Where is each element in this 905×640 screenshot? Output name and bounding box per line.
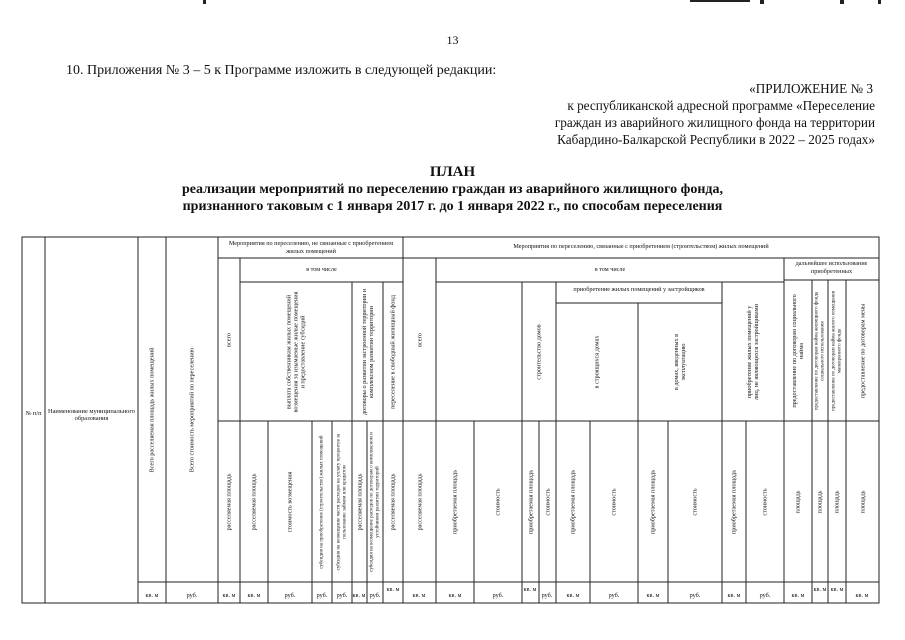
sub-social-use-area: площадь xyxy=(816,490,824,513)
unit-social-use-area: кв. м xyxy=(813,586,827,593)
sub-exchange-area: площадь xyxy=(859,490,866,513)
plan-subtitle-2: признанного таковым с 1 января 2017 г. до 1 января 2022 г., по способам переселения xyxy=(182,199,723,214)
developer-acquisition-header: приобретение жилых помещений у застройщиков xyxy=(573,286,705,293)
unit-acq-cost: руб. xyxy=(492,592,504,599)
group-acquisition-header: Мероприятия по переселению, связанные с приобретением (строительством) жилых помещений xyxy=(513,243,769,250)
further-use-header: дальнейшее использование приобретенных xyxy=(795,260,868,275)
unit-built-cost: руб. xyxy=(689,592,701,599)
unit-na-total: кв. м xyxy=(222,592,236,599)
acq-total-header: всего xyxy=(416,332,423,347)
unit-area-total: кв. м xyxy=(145,592,159,599)
appendix-heading: «ПРИЛОЖЕНИЕ № 3 xyxy=(749,81,873,96)
group-not-acquisition-header: Мероприятия по переселению, не связанные с приобретением жилых помещений xyxy=(228,240,394,255)
appendix-line-3: граждан из аварийного жилищного фонда на территории xyxy=(554,115,875,130)
sub-construction-cost: стоимость xyxy=(610,487,618,516)
plan-title: ПЛАН xyxy=(429,164,476,180)
free-fund-header: переселение в свободный жилищный фонд xyxy=(389,294,397,409)
not-acq-total-header: всего xyxy=(225,332,233,347)
sub-third-cost: стоимость xyxy=(761,487,769,516)
sub-built-area: приобретаемая площадь xyxy=(649,469,657,534)
exchange-header: предоставление по договорам мены xyxy=(859,303,866,398)
sub-third-area: приобретаемая площадь xyxy=(730,469,738,534)
sub-subsidy-acquisition: субсидия на приобретение (строительство) жилых помещений xyxy=(319,434,325,569)
sub-build-cost: стоимость xyxy=(544,487,551,516)
unit-cost-total: руб. xyxy=(186,592,198,599)
sub-resettled-area: расселяемая площадь xyxy=(225,473,233,530)
unit-third-area: кв. м xyxy=(727,592,741,599)
intro-line: 10. Приложения № 3 – 5 к Программе изложить в следующей редакции: xyxy=(66,63,497,78)
col-area-total-header: Всего расселяемая площадь жилых помещений xyxy=(148,347,156,472)
unit-social-area: кв. м xyxy=(791,592,805,599)
unit-exchange-area: кв. м xyxy=(855,592,869,599)
unit-subsidy-acq: руб. xyxy=(316,592,328,599)
development-contracts-header: договоры о развитии застроенной территории и комплексном развитии территории xyxy=(360,288,375,415)
sub-dev-subsidy: субсидия на возмещение расходов по договорам о комплексном и устойчивом развитии территорий xyxy=(369,431,380,572)
in-construction-header: в строящихся домах xyxy=(593,335,601,389)
unit-acq-area: кв. м xyxy=(448,592,462,599)
sub-resettled-area-payout: расселяемая площадь xyxy=(250,473,258,530)
unit-construction-area: кв. м xyxy=(566,592,580,599)
sub-maneuver-area: площадь xyxy=(833,490,841,513)
appendix-line-2: к республиканской адресной программе «Переселение xyxy=(567,98,875,113)
unit-free-area: кв. м xyxy=(386,586,400,593)
in-including-label-1: в том числе xyxy=(306,266,337,273)
sub-construction-area: приобретаемая площадь xyxy=(569,469,577,534)
unit-acq-resettled: кв. м xyxy=(412,592,426,599)
sub-acq-resettled-area: расселяемая площадь xyxy=(416,473,423,530)
plan-subtitle-1: реализации мероприятий по переселению граждан из аварийного жилищного фонда, xyxy=(182,182,723,197)
unit-build-cost: руб. xyxy=(541,592,553,599)
social-rent-header: предоставление по договорам социального найма xyxy=(791,293,805,408)
col-municipality-header: Наименование муниципального образования xyxy=(47,408,136,422)
maneuver-fund-header: предоставление по договорам найма жилого помещения маневренного фонда xyxy=(831,290,842,411)
sub-acq-cost: стоимость xyxy=(494,487,502,516)
page-number: 13 xyxy=(446,33,459,47)
sub-free-area: расселяемая площадь xyxy=(389,473,397,530)
sub-build-area: приобретаемая площадь xyxy=(527,469,534,534)
sub-cost-compensation: стоимость возмещения xyxy=(286,471,294,532)
sub-social-area: площадь xyxy=(794,490,802,513)
unit-payout-cost: руб. xyxy=(284,592,296,599)
social-use-rent-header: предоставление по договорам найма жилищного фонда социального использования xyxy=(814,291,825,410)
house-building-header: строительство домов xyxy=(535,323,543,380)
unit-build-area: кв. м xyxy=(523,586,537,593)
sub-dev-area: расселяемая площадь xyxy=(356,473,363,530)
unit-dev-subsidy: руб. xyxy=(369,592,381,599)
in-including-label-2: в том числе xyxy=(594,266,626,273)
unit-third-cost: руб. xyxy=(759,592,771,599)
unit-dev-area: кв. м xyxy=(352,592,366,599)
non-developer-acquisition-header: приобретение жилых помещений у лиц, не являющихся застройщиками xyxy=(746,303,760,400)
unit-subsidy-part: руб. xyxy=(336,592,348,599)
unit-built-area: кв. м xyxy=(646,592,660,599)
unit-construction-cost: руб. xyxy=(608,592,620,599)
in-built-houses-header: в домах, введенных в эксплуатацию xyxy=(673,333,687,391)
payout-header: выплата собственникам жилых помещений возмещения за изымаемые жилые помещения и предоставление субсидий xyxy=(285,291,307,412)
unit-maneuver-area: кв. м xyxy=(830,586,844,593)
col-cost-total-header: Всего стоимость мероприятий по переселению xyxy=(188,347,196,472)
col-number-header: № п/п xyxy=(25,410,42,417)
sub-built-cost: стоимость xyxy=(691,487,699,516)
unit-payout-area: кв. м xyxy=(247,592,261,599)
sub-acq-area: приобретаемая площадь xyxy=(451,469,459,534)
appendix-line-4: Кабардино-Балкарской Республики в 2022 – 2025 годах» xyxy=(557,132,875,147)
sub-subsidy-interest: субсидия на возмещение части расходов на уплату процентов за пользование займом или кредитом xyxy=(336,433,347,570)
